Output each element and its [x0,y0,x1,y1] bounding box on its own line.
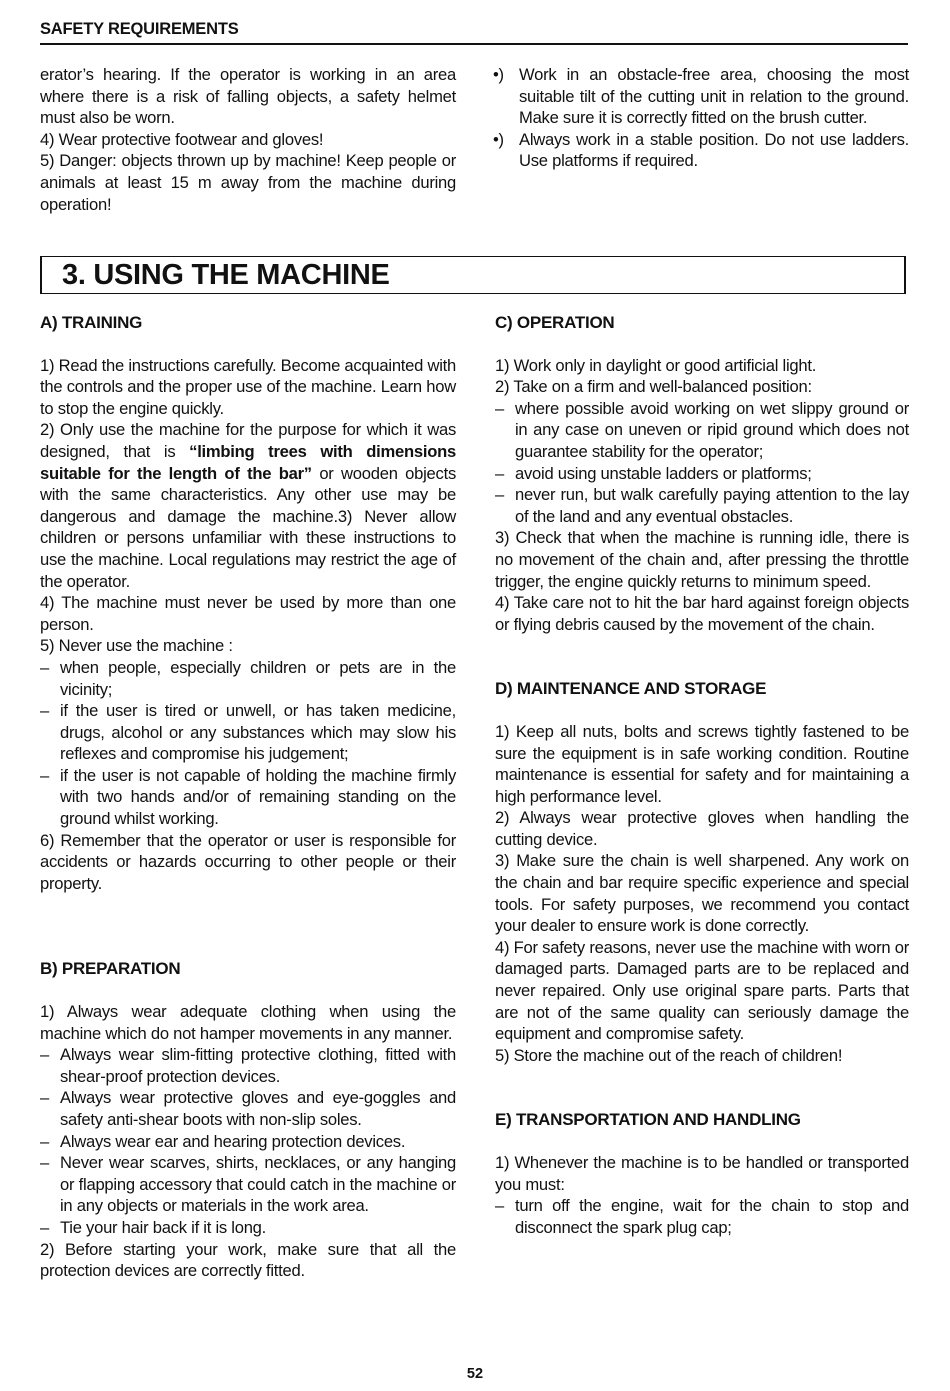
paragraph: 5) Store the machine out of the reach of children! [495,1045,843,1065]
running-header: SAFETY REQUIREMENTS [40,20,908,45]
dash-item: – if the user is tired or unwell, or has taken medicine, drugs, alcohol or any substances which may slow his reflexes and compromise his judgement; [40,700,456,765]
spacer [495,635,909,678]
spacer [495,1066,909,1109]
paragraph: 4) Take care not to hit the bar hard against foreign objects or flying debris caused by the movement of the chain. [495,593,909,634]
paragraph: 1) Keep all nuts, bolts and screws tightly fastened to be sure the equipment is in safe working condition. Routine maintenance is essential for safety and for maintaining a high performance level. [495,721,909,806]
paragraph: 1) Read the instructions carefully. Become acquainted with the controls and the proper use of the machine. Learn how to stop the engine quickly. [40,355,456,418]
paragraph: 2) Take on a firm and well-balanced position: [495,377,812,397]
section-heading-operation: C) OPERATION [495,313,615,332]
dash-item: – where possible avoid working on wet slippy ground or in any case on uneven or ripid ground which does not guarantee stability for the operator; [495,398,909,463]
bold-phrase: “limbing trees with dimensions suitable for the length of the bar” [40,441,456,483]
dash-item: – turn off the engine, wait for the chain to stop and disconnect the spark plug cap; [495,1195,909,1238]
paragraph: 1) Always wear adequate clothing when using the machine which do not hamper movements in any manner. [40,1002,456,1043]
paragraph: 6) Remember that the operator or user is responsible for accidents or hazards occurring to other people or their property. [40,830,456,893]
dash-item: – if the user is not capable of holding the machine firmly with two hands and/or of remaining standing on the ground whilst working. [40,765,456,830]
dash-item: – when people, especially children or pets are in the vicinity; [40,657,456,700]
paragraph: erator’s hearing. If the operator is working in an area where there is a risk of falling objects, a safety helmet must also be worn. [40,65,456,128]
paragraph: 1) Work only in daylight or good artificial light. [495,355,817,375]
section-heading-maintenance: D) MAINTENANCE AND STORAGE [495,679,767,699]
dash-item: – never run, but walk carefully paying attention to the lay of the land and any eventual obstacles. [495,484,909,527]
dash-item: – Never wear scarves, shirts, necklaces, or any hanging or flapping accessory that could catch in the machine or in any objects or materials in the work area. [40,1152,456,1217]
bullet-item: •) Always work in a stable position. Do not use ladders. Use platforms if required. [495,129,909,172]
chapter-title: 3. USING THE MACHINE [62,259,390,291]
chapter-title-box [40,256,906,294]
paragraph: 5) Never use the machine : [40,636,233,656]
dash-item: – avoid using unstable ladders or platforms; [495,463,909,485]
paragraph: 4) For safety reasons, never use the machine with worn or damaged parts. Damaged parts are to be replaced and never repaired. Only use original spare parts. Parts that are not of the same quality can seriously damage the equipment and compromise safety. [495,937,909,1044]
dash-item: – Always wear ear and hearing protection devices. [40,1131,456,1153]
paragraph: 1) Whenever the machine is to be handled or transported you must: [495,1153,909,1194]
paragraph [40,419,456,592]
right-main-column [495,312,909,1238]
dash-item: – Always wear slim-fitting protective clothing, fitted with shear-proof protection devices. [40,1044,456,1087]
paragraph: 5) Danger: objects thrown up by machine! Keep people or animals at least 15 m away from the machine during operation! [40,151,456,214]
dash-item: – Always wear protective gloves and eye-goggles and safety anti-shear boots with non-slip soles. [40,1087,456,1130]
top-left-column [40,64,456,215]
page-number: 52 [466,1366,484,1382]
paragraph: 4) The machine must never be used by more than one person. [40,593,456,634]
paragraph: 3) Make sure the chain is well sharpened. Any work on the chain and bar require specific experience and special tools. For safety purposes, we recommend you contact your dealer to ensure work is done correctly. [495,851,909,936]
dash-item: – Tie your hair back if it is long. [40,1217,456,1239]
paragraph: 2) Before starting your work, make sure that all the protection devices are correctly fitted. [40,1239,456,1281]
paragraph: 2) Always wear protective gloves when handling the cutting device. [495,808,909,849]
bullet-item: •) Work in an obstacle-free area, choosing the most suitable tilt of the cutting unit in relation to the ground. Make sure it is correctly fitted on the brush cutter. [495,64,909,129]
section-heading-training: A) TRAINING [40,313,143,332]
paragraph: 4) Wear protective footwear and gloves! [40,129,324,149]
paragraph-text: or wooden objects with the same characteristics. Any other use may be dangerous and damage the machine.3) Never allow children or persons unfamiliar with these instructions to use the machine. Local regulations may restrict the age of the operator. [40,463,456,591]
section-heading-preparation: B) PREPARATION [40,959,181,979]
spacer [40,894,456,958]
section-heading-transport: E) TRANSPORTATION AND HANDLING [495,1110,801,1130]
top-right-column [495,64,909,172]
paragraph: 3) Check that when the machine is running idle, there is no movement of the chain and, after pressing the throttle trigger, the engine quickly returns to minimum speed. [495,528,909,591]
left-main-column [40,312,456,1282]
paragraph-text: 2) Only use the machine for the purpose for which it was designed, that is [40,420,456,461]
